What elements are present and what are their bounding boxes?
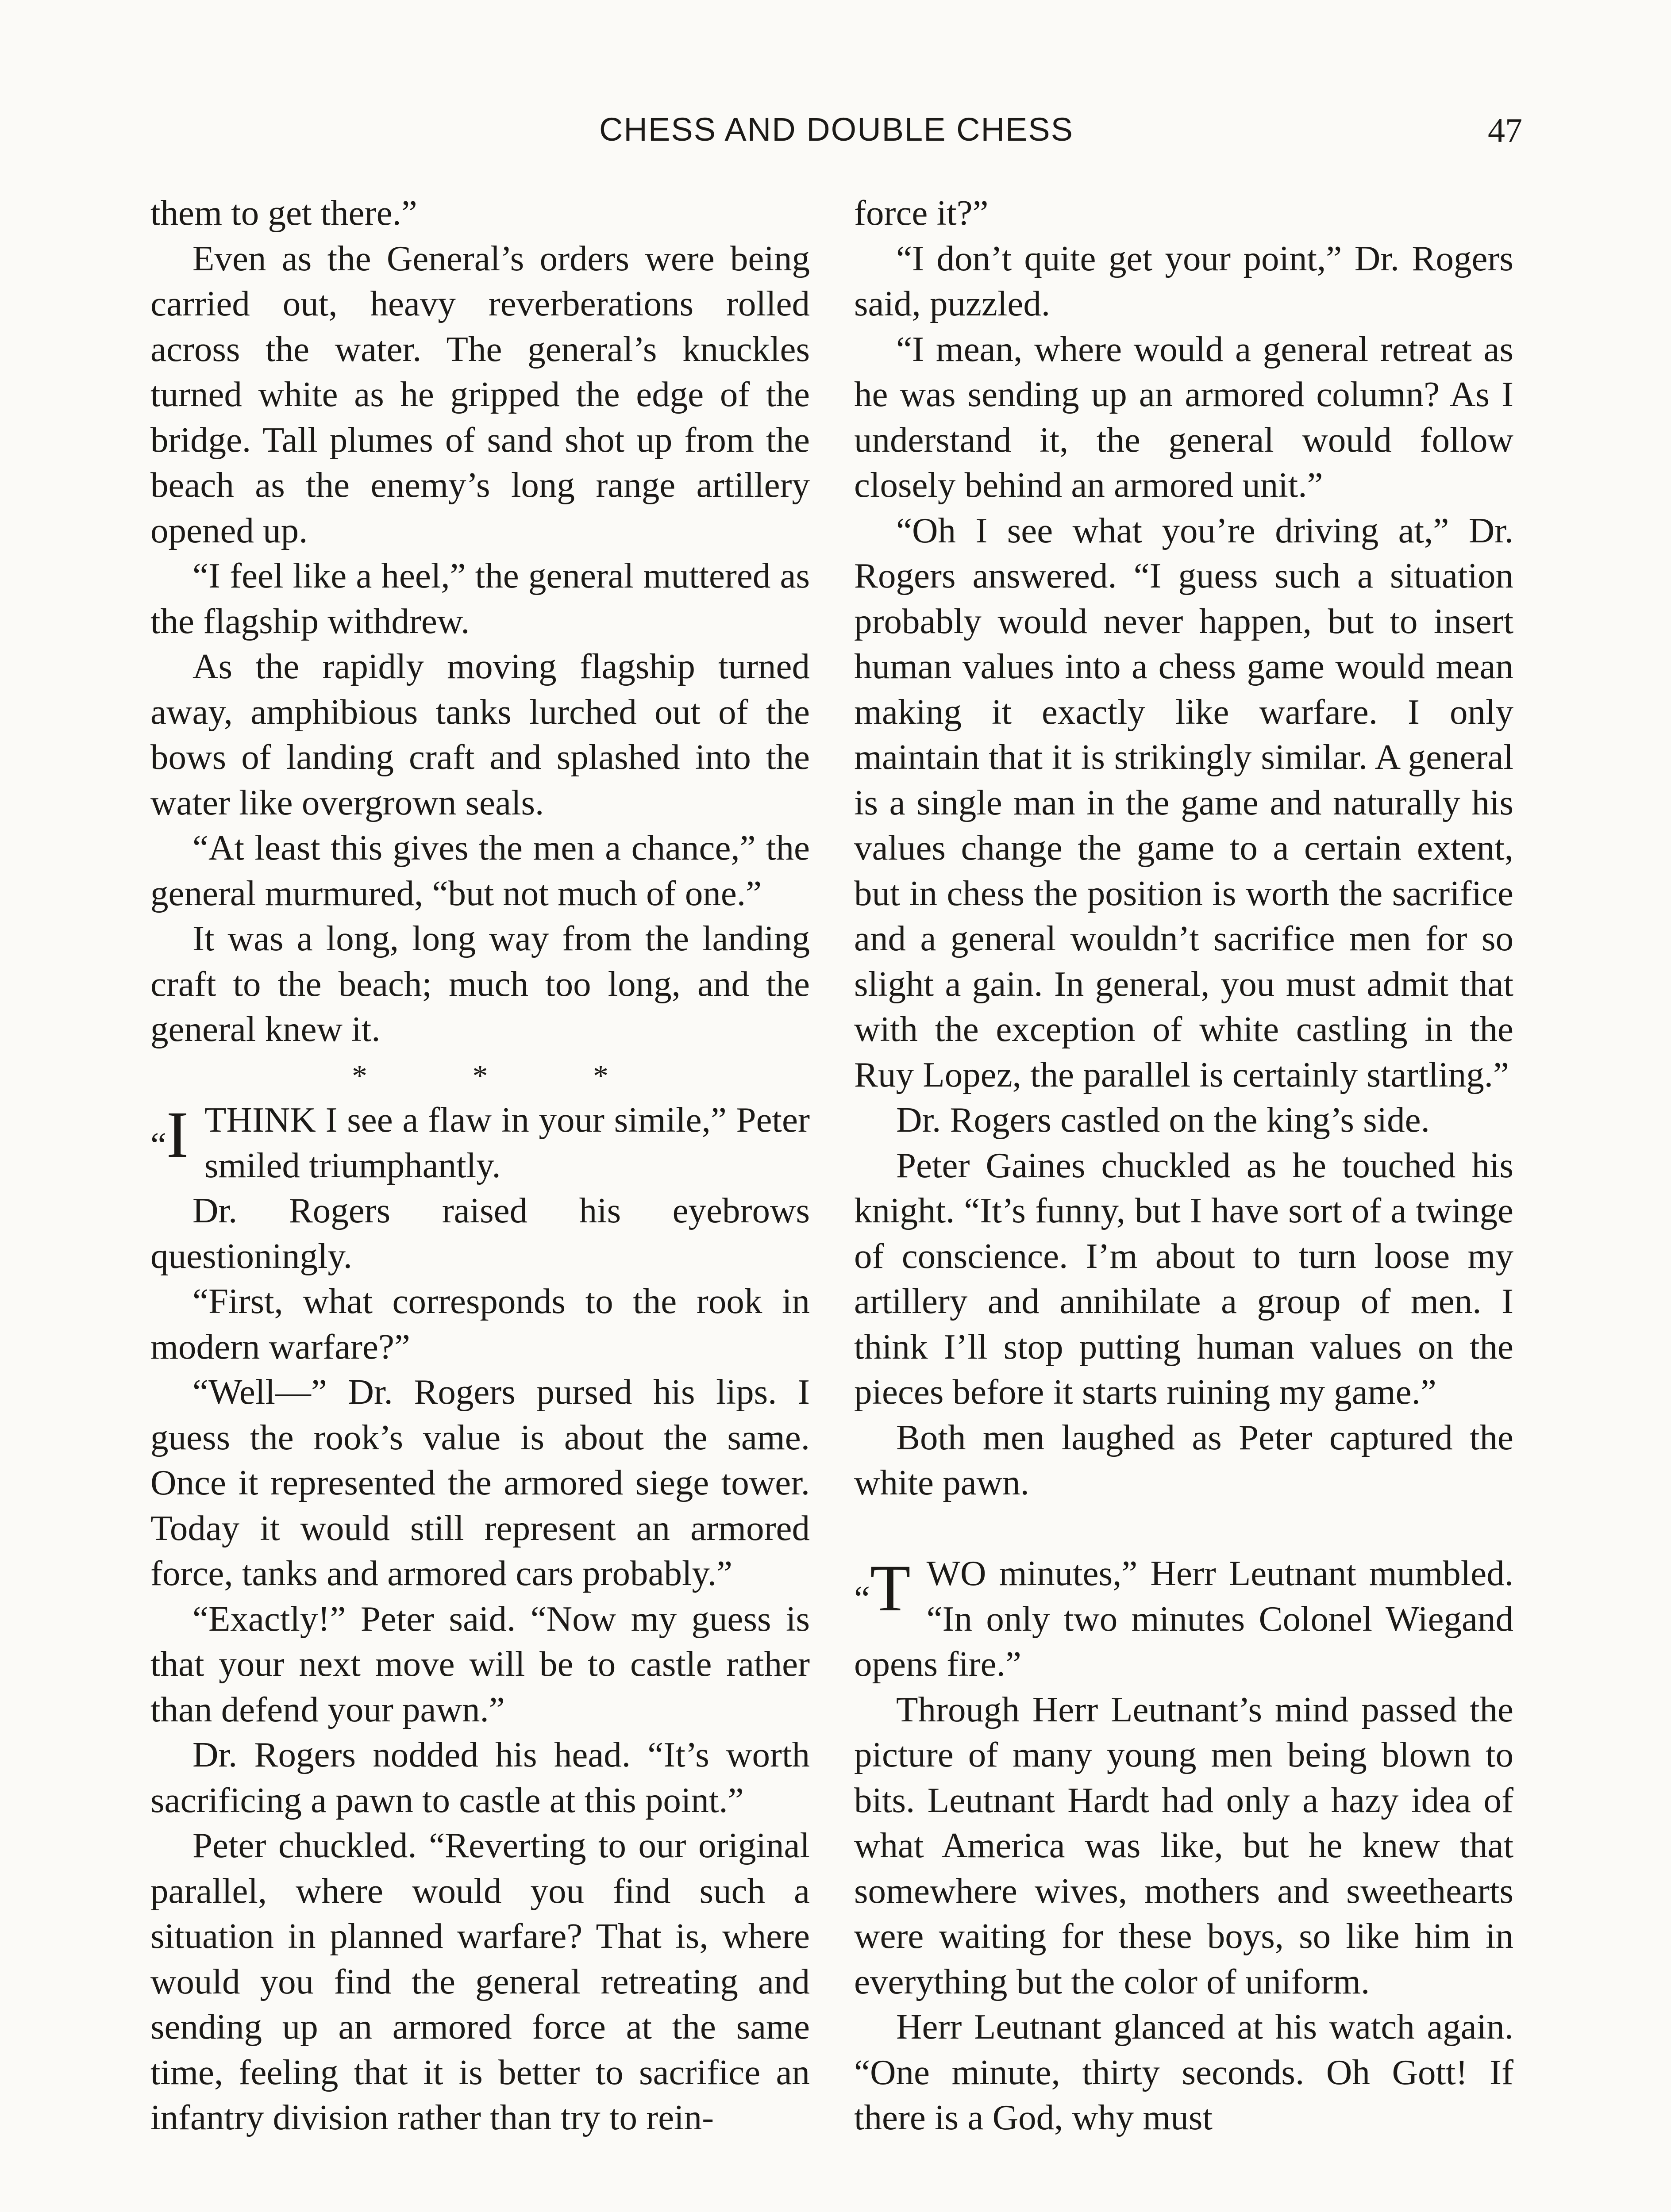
paragraph: Through Herr Leutnant’s mind passed the picture of many young men being blown to bits. Leutnant Hardt had only a hazy idea of what America was like, but he knew that somewhere wives, mothers and sweethearts were waiting for these boys, so like him in everything but the color of uniform. [854, 1689, 1513, 2001]
running-head [0, 111, 1671, 159]
paragraph: Herr Leutnant glanced at his watch again. “One minute, thirty seconds. Oh Gott! If there is a God, why must [854, 2007, 1513, 2137]
section-separator: * * * [352, 1059, 657, 1093]
paragraph: “I don’t quite get your point,” Dr. Rogers said, puzzled. [854, 238, 1513, 323]
paragraph: “Oh I see what you’re driving at,” Dr. Rogers answered. “I guess such a situation probably would never happen, but to insert human values into a chess game would mean making it exactly like warfare. I only maintain that it is strikingly similar. A general is a single man in the game and naturally his values change the game to a certain extent, but in chess the position is worth the sacrifice and a general wouldn’t sacrifice men for so slight a gain. In general, you must admit that with the exception of white castling in the Ruy Lopez, the parallel is certainly startling.” [854, 510, 1513, 1094]
paragraph-text: THINK I see a flaw in your simile,” Peter smiled triumphantly. [204, 1100, 810, 1185]
drop-cap [854, 1551, 911, 1632]
paragraph: Dr. Rogers castled on the king’s side. [896, 1100, 1430, 1140]
paragraph: “Exactly!” Peter said. “Now my guess is that your next move will be to castle rather than defend your pawn.” [150, 1598, 810, 1729]
paragraph-text: WO minutes,” Herr Leutnant mumbled. “In only two minutes Colonel Wiegand opens fire.” [854, 1553, 1513, 1684]
section-break [854, 1505, 1513, 1551]
paragraph: As the rapidly moving flagship turned away, amphibious tanks lurched out of the bows of landing craft and splashed into the water like overgrown seals. [150, 646, 810, 822]
right-column [854, 190, 1513, 2140]
paragraph: them to get there.” [150, 193, 417, 233]
paragraph: It was a long, long way from the landing craft to the beach; much too long, and the general knew it. [150, 918, 810, 1049]
drop-cap-letter: T [870, 1551, 911, 1625]
paragraph: Peter Gaines chuckled as he touched his knight. “It’s funny, but I have sort of a twinge of conscience. I’m about to turn loose my artillery and annihilate a group of men. I think I’ll stop putting human values on the pieces before it starts ruining my game.” [854, 1145, 1513, 1412]
open-quote: “ [854, 1578, 870, 1618]
drop-cap [150, 1098, 189, 1178]
paragraph: “At least this gives the men a chance,” the general murmured, “but not much of one.” [150, 828, 810, 913]
open-quote: “ [150, 1125, 166, 1165]
page-number: 47 [1488, 111, 1522, 150]
paragraph: Dr. Rogers raised his eyebrows questioningly. [150, 1190, 810, 1276]
running-title: CHESS AND DOUBLE CHESS [599, 111, 1074, 148]
drop-cap-letter: I [166, 1098, 189, 1171]
paragraph: Dr. Rogers nodded his head. “It’s worth sacrificing a pawn to castle at this point.” [150, 1735, 810, 1820]
paragraph: “First, what corresponds to the rook in modern warfare?” [150, 1281, 810, 1367]
paragraph: Even as the General’s orders were being carried out, heavy reverberations rolled across the water. The general’s knuckles turned white as he gripped the edge of the bridge. Tall plumes of sand shot up from the beach as the enemy’s long range artillery opened up. [150, 238, 810, 550]
dropcap-paragraph [854, 1551, 1513, 1687]
dropcap-paragraph [150, 1097, 810, 1188]
paragraph: “I mean, where would a general retreat as he was sending up an armored column? As I understand it, the general would follow closely behind an armored unit.” [854, 329, 1513, 505]
paragraph: force it?” [854, 193, 989, 233]
paragraph: Both men laughed as Peter captured the white pawn. [854, 1417, 1513, 1502]
paragraph: “I feel like a heel,” the general muttered as the flagship withdrew. [150, 556, 810, 641]
paragraph: “Well—” Dr. Rogers pursed his lips. I guess the rook’s value is about the same. Once it represented the armored siege tower. Today it would still represent an armored force, tanks and armored cars probably.” [150, 1372, 810, 1593]
left-column [150, 190, 810, 2140]
paragraph: Peter chuckled. “Reverting to our original parallel, where would you find such a situation in planned warfare? That is, where would you find the general retreating and sending up an armored force at the same time, feeling that it is better to sacrifice an infantry division rather than try to rein- [150, 1825, 810, 2137]
